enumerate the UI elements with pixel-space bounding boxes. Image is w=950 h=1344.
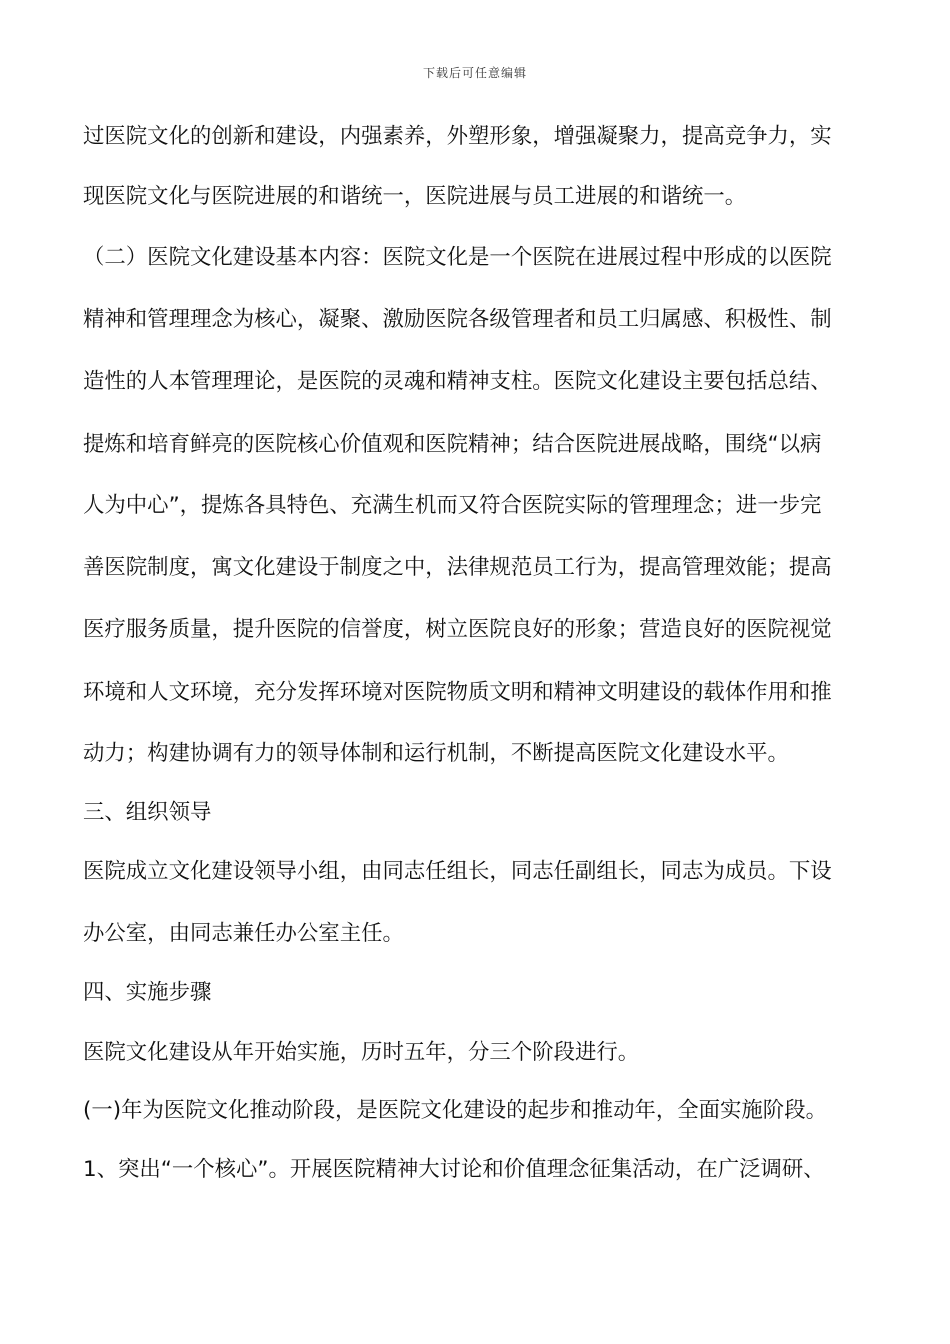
body-line-5: 造性的人本管理理论，是医院的灵魂和精神支柱。医院文化建设主要包括总结、 xyxy=(83,369,832,394)
body-line-11: 动力；构建协调有力的领导体制和运行机制，不断提高医院文化建设水平。 xyxy=(83,741,789,766)
body-line-4: 精神和管理理念为核心，凝聚、激励医院各级管理者和员工归属感、积极性、制 xyxy=(83,307,832,332)
body-line-6: 提炼和培育鲜亮的医院核心价值观和医院精神；结合医院进展战略，围绕“以病 xyxy=(83,432,822,457)
body-line-17: (一)年为医院文化推动阶段，是医院文化建设的起步和推动年，全面实施阶段。 xyxy=(83,1098,827,1123)
body-line-7: 人为中心”，提炼各具特色、充满生机而又符合医院实际的管理理念；进一步完 xyxy=(83,493,822,518)
body-line-18: 1、突出“一个核心”。开展医院精神大讨论和价值理念征集活动，在广泛调研、 xyxy=(83,1157,825,1182)
section-heading-3: 三、组织领导 xyxy=(83,800,212,825)
body-line-1: 过医院文化的创新和建设，内强素养，外塑形象，增强凝聚力，提高竞争力，实 xyxy=(83,124,832,149)
body-line-14: 办公室，由同志兼任办公室主任。 xyxy=(83,921,404,946)
body-line-8: 善医院制度，寓文化建设于制度之中，法律规范员工行为，提高管理效能；提高 xyxy=(83,555,832,580)
body-line-3: （二）医院文化建设基本内容：医院文化是一个医院在进展过程中形成的以医院 xyxy=(83,245,832,270)
body-line-2: 现医院文化与医院进展的和谐统一，医院进展与员工进展的和谐统一。 xyxy=(83,184,747,209)
page-header: 下载后可任意编辑 xyxy=(422,66,527,80)
body-line-10: 环境和人文环境，充分发挥环境对医院物质文明和精神文明建设的载体作用和推 xyxy=(83,680,832,705)
section-heading-4: 四、实施步骤 xyxy=(83,980,212,1005)
body-line-13: 医院成立文化建设领导小组，由同志任组长，同志任副组长，同志为成员。下设 xyxy=(83,859,832,884)
body-line-16: 医院文化建设从年开始实施，历时五年，分三个阶段进行。 xyxy=(83,1040,640,1065)
body-line-9: 医疗服务质量，提升医院的信誉度，树立医院良好的形象；营造良好的医院视觉 xyxy=(83,617,832,642)
